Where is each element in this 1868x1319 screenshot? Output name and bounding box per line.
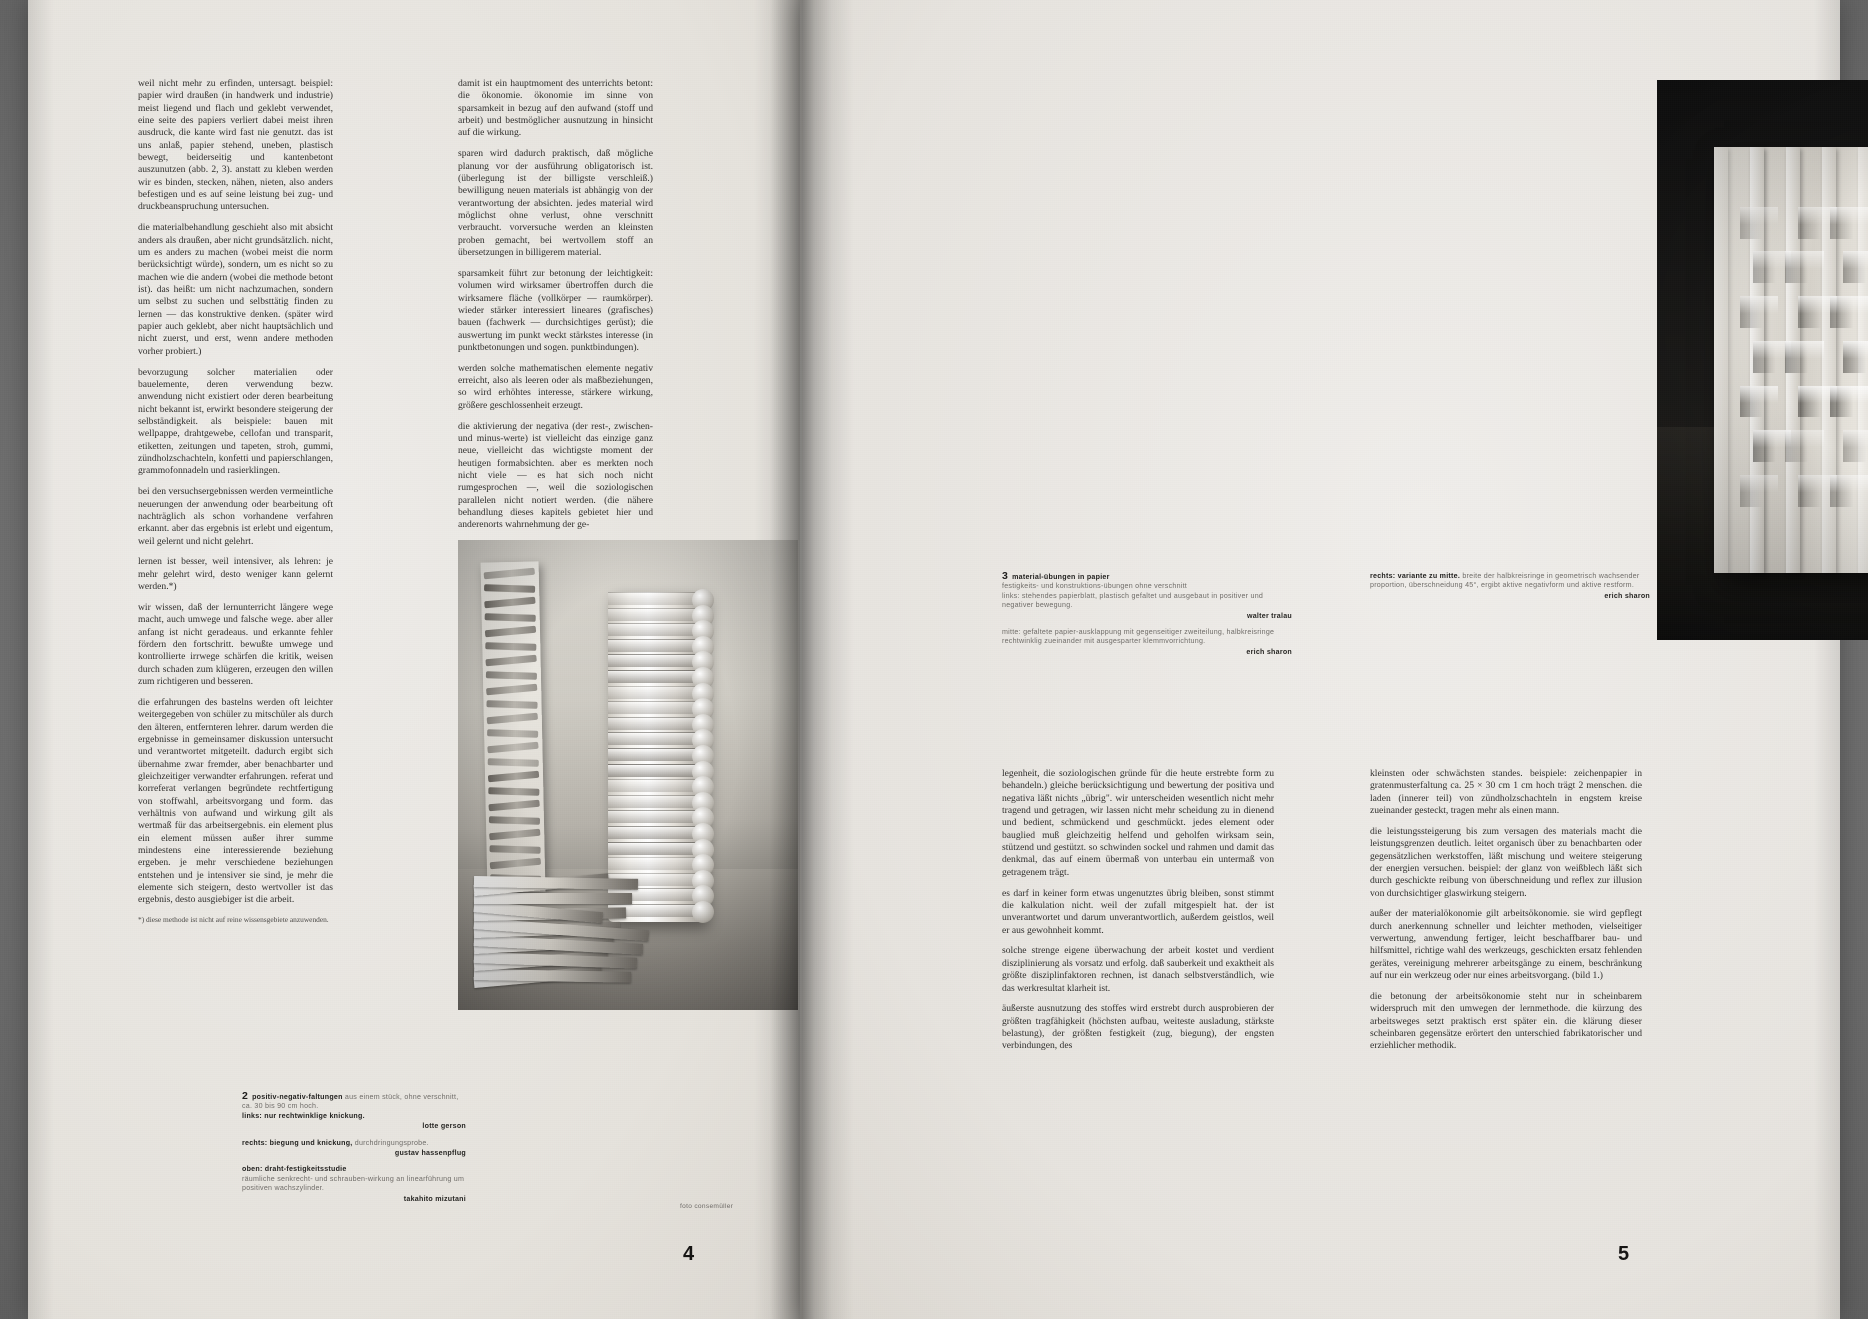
paragraph: bei den versuchsergebnissen werden vermeintliche neuerungen der anwendung oder bearbeitung oft nachträglich als schon vorhandene verfahren erkannt. aber das ergebnis ist erlebt und eigentum, weil gelernt und nicht gelehrt. (138, 486, 333, 547)
credit-name-rear: takahito mizutani (403, 1194, 466, 1203)
paragraph: legenheit, die soziologischen gründe für die heute erstrebte form zu behandeln.) gleiche berücksichtigung und bewertung der positiva und negativa läßt nichts „übrig". wir unterscheiden wesentlich nicht mehr tragend und getragen, wir lassen nicht mehr scheidung zu in dienend und bedient, schmückend und geschmückt. jedes element oder bauglied muß gleichzeitig helfend und geholfen wirksam sein, stützend und gestützt. so schwinden sockel und rahmen und damit das denkmal, das auf einem übermaß von unterbau ein untermaß von getragenem trägt. (1002, 768, 1274, 878)
figure-title: material-übungen in papier (1012, 573, 1110, 581)
paragraph: lernen ist besser, weil intensiver, als lehren: je mehr gelehrt wird, desto weniger kann gelernt werden.*) (138, 556, 333, 593)
photo-vignette (1657, 80, 1868, 640)
paragraph: kleinsten oder schwächsten standes. beispiele: zeichenpapier in gratenmusterfaltung ca. 25 × 30 cm 1 cm hoch trägt 2 menschen. die laden (innerer teil) von zündholzschachteln in engstem kreise zueinander gesteckt, tragen mehr als einen mann. (1370, 768, 1642, 817)
credit-name-right: gustav hassenpflug (394, 1149, 466, 1158)
credit-name-left: lotte gerson (422, 1122, 466, 1131)
photo-credit-left: foto consemüller (680, 1203, 734, 1210)
figure-number: 2 (242, 1090, 249, 1102)
figure-number: 3 (1002, 570, 1009, 582)
paragraph: damit ist ein hauptmoment des unterrichts betont: die ökonomie. ökonomie im sinne von sparsamkeit in bezug auf den aufwand (stoff und arbeit) und bestmöglicher ausnutzung in hinsicht auf die wirkung. (458, 78, 653, 139)
paragraph: sparsamkeit führt zur betonung der leichtigkeit: volumen wird wirksamer übertroffen durch die wirksamere fläche (vollkörper — raumkörper). wieder stärker interessiert lineares (grafisches) bauen (fachwerk — durchsichtiges gerüst); die auswertung im punkt weckt stärkstes interesse (in punktbetonungen und sogen. punktbindungen). (458, 267, 653, 353)
photo-positiv-negativ-faltungen (458, 540, 798, 1010)
paragraph: solche strenge eigene überwachung der arbeit kostet und verdient disziplinierung als vorsatz und erfolg. daß sauberkeit und exaktheit als größte disziplinfaktoren rechnen, ist danach selbstverständlich, wie das werkresultat klarheit ist. (1002, 945, 1274, 994)
paragraph: werden solche mathematischen elemente negativ erreicht, also als leeren oder als maßbeziehungen, so wird erhöhtes interesse, stärkere wirkung, größere geschlossenheit erzeugt. (458, 362, 653, 411)
caption-line-rear-detail: räumliche senkrecht- und schrauben-wirkung an linearführung um positiven wachszylinder. (242, 1174, 465, 1193)
paragraph: weil nicht mehr zu erfinden, untersagt. beispiel: papier wird draußen (in handwerk und industrie) meist liegend und flach und geklebt verwendet, eine seite des papiers verliert dabei meist ihren ausdruck, die kante wird fast nie genutzt. das ist uns anlaß, papier stehend, uneben, plastisch bewegt, beiderseitig und kantenbetont auszunutzen (abb. 2, 3). anstatt zu kleben werden wir es binden, stecken, nähen, nieten, also anders befestigen und es auf seine leistung bei zug- und druckbeanspruchung untersuchen. (138, 78, 333, 213)
caption-line-right-detail: breite der halbkreisringe in geometrisch wachsender proportion, überschneidung 45°, ergibt aktive negativform und aktive restform. (1370, 572, 1640, 590)
footnote: *) diese methode ist nicht auf reine wissensgebiete anzuwenden. (138, 915, 329, 925)
paragraph: es darf in keiner form etwas ungenutztes übrig bleiben, sonst stimmt die kalkulation nicht. weil der zufall mitgespielt hat. der ist unverantwortet und darum unverantwortlich, außerdem geistlos, weil er aus gewohnheit kommt. (1002, 887, 1274, 936)
paragraph: äußerste ausnutzung des stoffes wird erstrebt durch ausprobieren der größten tragfähigkeit (höchsten aufbau, weiteste ausladung, stärkste belastung), der größten festigkeit (zug, biegung), der engsten verbindungen, des (1002, 1003, 1274, 1052)
right-page (800, 0, 1840, 1319)
credit-name-mid: erich sharon (1246, 647, 1292, 656)
paragraph: sparen wird dadurch praktisch, daß mögliche planung vor der ausführung obligatorisch ist. (überlegung ist der billigste verschleiß.) bewilligung neuen materials ist abhängig von der verantwortung der absichten. jedes material wird möglichst ohne verlust, ohne verschnitt verbraucht. vorversuche werden an kleinsten proben gemacht, bei wertvollem stoff an übersetzungen in billigerem material. (458, 148, 653, 258)
paragraph: außer der materialökonomie gilt arbeitsökonomie. sie wird gepflegt durch anerkennung schneller und leichter methoden, vielseitiger verwertung, anwendung fertiger, leicht beschaffbarer bau- und hilfsmittel, richtige wahl des werkzeugs, geschickten ersatz fehlenden gerätes, vereinigung mehrerer arbeitsgänge zu einem, beschränkung auf nur ein werkzeug oder nur eines arbeitsvorgang. (bild 1.) (1370, 908, 1642, 982)
page-number-left: 4 (683, 1243, 695, 1265)
caption-line-right: rechts: variante zu mitte. (1370, 572, 1461, 580)
paragraph: die aktivierung der negativa (der rest-, zwischen- und minus-werte) ist vielleicht das einzige ganz neue, vielleicht das wichtigste moment der heutigen formabsichten. aber es merkten noch nicht viele — es hat sich noch nicht rumgesprochen —, weil die soziologischen parallelen nicht notiert werden. (die nähere behandlung dieses kapitels gebietet hier und anderenorts wahrnehmung der ge- (458, 420, 653, 531)
caption-line-right: rechts: biegung und knickung, (242, 1138, 353, 1147)
paragraph: die materialbehandlung geschieht also mit absicht anders als draußen, aber nicht grundsätzlich. nicht, um es anders zu machen (wobei meist die norm berücksichtigt würde), sondern, um es nicht so zu machen wie die andern (wobei die methode betont ist). das heißt: um nicht nachzumachen, sondern um selbst zu suchen und selbsttätig finden zu lernen — das konstruktive denken. (später wird papier auch geklebt, aber nicht hauptsächlich und nicht zuerst, und erst, wenn andere methoden vorher probiert.) (138, 222, 333, 357)
left-page (28, 0, 800, 1319)
caption-line-right-detail: durchdringungsprobe. (354, 1138, 429, 1147)
right-page-column-1 (1002, 768, 1274, 1061)
credit-name-right: erich sharon (1604, 591, 1650, 600)
paragraph: die erfahrungen des bastelns werden oft leichter weitergegeben von schüler zu mitschüler als durch den älteren, entfernteren lehrer. darum werden die ergebnisse in gemeinsamer diskussion untersucht und verantwortet mitgeteilt. dadurch ergibt sich übernahme zwar fremder, aber benachbarter und gleichzeitiger verwandter erfahrungen. referat und korreferat verlangen begründete rechtfertigung von stoffwahl, arbeitsvorgang und form. das verhältnis von aufwand und wirkung gilt als wertmaß für das arbeitsergebnis. ein element plus ein element müssen außer ihrer summe mindestens eine interessierende beziehung ergeben. je mehr verschiedene beziehungen entstehen und je intensiver sie sind, je mehr die elemente sich steigern, desto wertvoller ist das ergebnis, desto ausgiebiger ist die arbeit. (138, 696, 333, 906)
page-number-right: 5 (1618, 1243, 1630, 1265)
paragraph: die leistungssteigerung bis zum versagen des materials macht die leistungsgrenzen deutlich. leitet organisch über zu benachbarten oder gegensätzlichen werkstoffen, läßt mischung und weitere steigerung der energien versuchen. beispiel: der glanz von weißblech läßt sich durch geschickte reibung von überschneidung und reflex zur illusion von durchsichtiger glaswirkung steigern. (1370, 825, 1642, 899)
left-page-column-2 (458, 78, 653, 540)
paragraph: die betonung der arbeitsökonomie steht nur in scheinbarem widerspruch mit den umwegen der lernmethode. die kürzung des arbeitsweges setzt praktisch erst später ein. die klärung dieser scheinbaren gegensätze erörtert den unterschied fabrikatorischer und erziehlicher methodik. (1370, 991, 1642, 1052)
caption-line-left: links: stehendes papierblatt, plastisch gefaltet und ausgebaut in positiver und negativer bewegung. (1002, 591, 1264, 610)
figure-caption-2 (242, 1092, 466, 1211)
figure-caption-3-right (1370, 572, 1650, 601)
credit-name-left: walter tralau (1246, 611, 1292, 620)
figure-caption-3 (1002, 572, 1292, 664)
caption-line-mid: mitte: gefaltete papier-ausklappung mit gegenseitiger zweiteilung, halbkreisringe rechtwinklig zueinander mit ausgesparter klemmvorrichtung. (1002, 628, 1275, 646)
figure-subtitle: festigkeits- und konstruktions-übungen ohne verschnitt (1002, 582, 1188, 591)
figure-subtitle: aus einem stück, ohne verschnitt, ca. 30 bis 90 cm hoch. (242, 1093, 459, 1111)
photo-material-uebungen-in-papier (1657, 80, 1868, 640)
figure-title: positiv-negativ-faltungen (252, 1093, 343, 1101)
photo-vignette (458, 540, 798, 1010)
caption-line-left: links: nur rechtwinklige knickung. (242, 1111, 365, 1120)
right-page-column-2 (1370, 768, 1642, 1061)
caption-line-rear: oben: draht-festigkeitsstudie (242, 1165, 347, 1174)
left-page-column-1 (138, 78, 333, 934)
paragraph: wir wissen, daß der lernunterricht längere wege macht, auch umwege und falsche wege. aber aller anfang ist nicht geradeaus. und erkannte fehler fördern den fortschritt. bewußte umwege und kontrollierte irrwege schärfen die kritik, weisen durch schaden zum klügeren, erzeugen den willen zum richtigeren und besseren. (138, 601, 333, 687)
paragraph: bevorzugung solcher materialien oder bauelemente, deren verwendung bezw. anwendung nicht existiert oder deren bearbeitung nicht bekannt ist, erwirkt besondere steigerung der selbständigkeit. als beispiele: bauen mit wellpappe, drahtgewebe, cellofan und transparit, etiketten, zeitungen und tapeten, stroh, gummi, zündholzschachteln, konfetti und papierschlangen, grammofonnadeln und rasierklingen. (138, 366, 333, 477)
